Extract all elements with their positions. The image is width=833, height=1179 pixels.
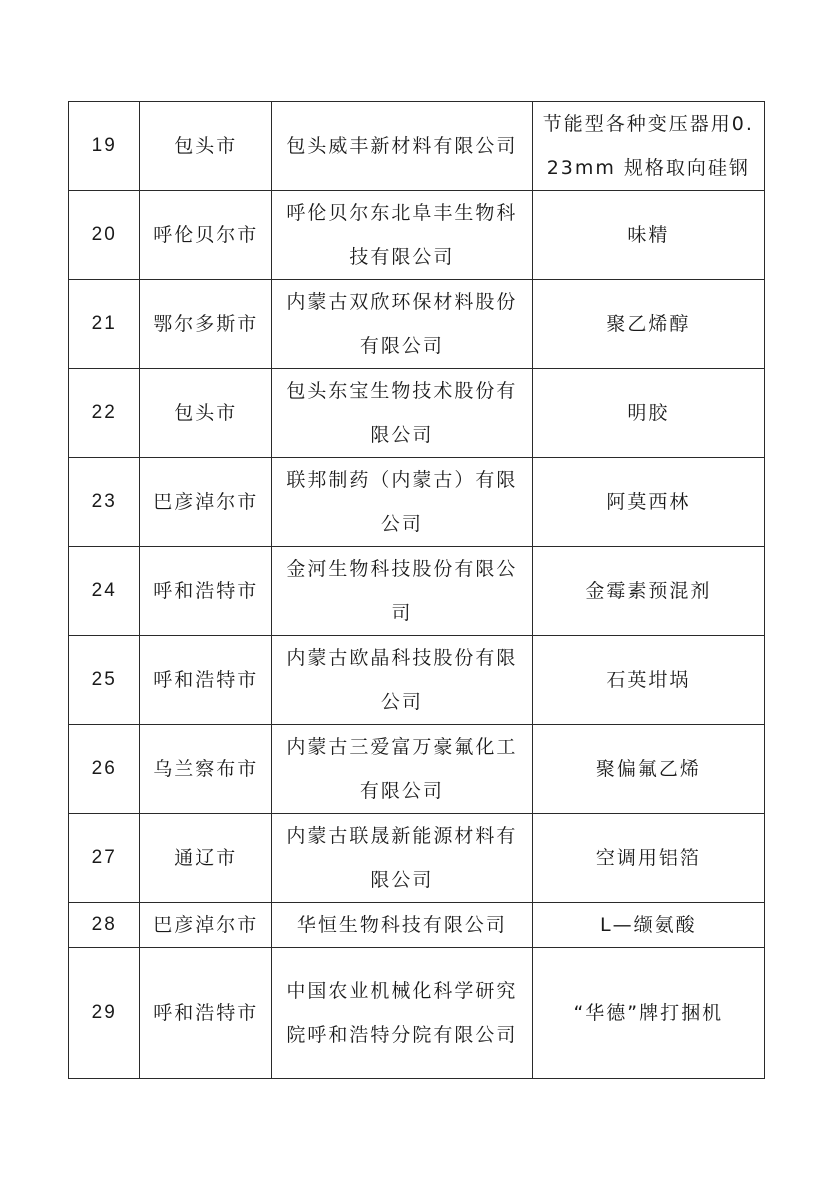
row-number: 23 <box>69 458 140 547</box>
row-number: 22 <box>69 369 140 458</box>
row-number: 24 <box>69 547 140 636</box>
table-row <box>69 458 765 547</box>
city-cell: 巴彦淖尔市 <box>140 903 272 948</box>
city-cell: 包头市 <box>140 369 272 458</box>
company-cell: 呼伦贝尔东北阜丰生物科技有限公司 <box>272 191 532 280</box>
product-cell: 金霉素预混剂 <box>532 547 764 636</box>
table-row <box>69 547 765 636</box>
city-cell: 呼和浩特市 <box>140 547 272 636</box>
city-cell: 包头市 <box>140 102 272 191</box>
company-cell: 包头威丰新材料有限公司 <box>272 102 532 191</box>
row-number: 20 <box>69 191 140 280</box>
company-cell: 内蒙古三爱富万豪氟化工有限公司 <box>272 725 532 814</box>
product-cell: 节能型各种变压器用0.23mm 规格取向硅钢 <box>532 102 764 191</box>
company-cell: 联邦制药（内蒙古）有限公司 <box>272 458 532 547</box>
row-number: 26 <box>69 725 140 814</box>
company-cell: 内蒙古欧晶科技股份有限公司 <box>272 636 532 725</box>
table-row <box>69 636 765 725</box>
product-cell: 石英坩埚 <box>532 636 764 725</box>
product-cell: 空调用铝箔 <box>532 814 764 903</box>
company-cell: 金河生物科技股份有限公司 <box>272 547 532 636</box>
row-number: 27 <box>69 814 140 903</box>
product-cell: 味精 <box>532 191 764 280</box>
table-row <box>69 191 765 280</box>
table-row <box>69 725 765 814</box>
city-cell: 巴彦淖尔市 <box>140 458 272 547</box>
city-cell: 呼和浩特市 <box>140 636 272 725</box>
city-cell: 乌兰察布市 <box>140 725 272 814</box>
product-cell: L—缬氨酸 <box>532 903 764 948</box>
product-cell: 聚乙烯醇 <box>532 280 764 369</box>
table-row <box>69 814 765 903</box>
row-number: 28 <box>69 903 140 948</box>
city-cell: 呼和浩特市 <box>140 948 272 1079</box>
table-row <box>69 102 765 191</box>
product-cell: 聚偏氟乙烯 <box>532 725 764 814</box>
enterprise-product-table <box>68 101 765 1079</box>
product-cell: “华德”牌打捆机 <box>532 948 764 1079</box>
company-cell: 内蒙古双欣环保材料股份有限公司 <box>272 280 532 369</box>
table-row <box>69 903 765 948</box>
company-cell: 包头东宝生物技术股份有限公司 <box>272 369 532 458</box>
row-number: 25 <box>69 636 140 725</box>
table-row <box>69 369 765 458</box>
product-cell: 明胶 <box>532 369 764 458</box>
city-cell: 呼伦贝尔市 <box>140 191 272 280</box>
company-cell: 内蒙古联晟新能源材料有限公司 <box>272 814 532 903</box>
row-number: 29 <box>69 948 140 1079</box>
city-cell: 通辽市 <box>140 814 272 903</box>
row-number: 21 <box>69 280 140 369</box>
product-cell: 阿莫西林 <box>532 458 764 547</box>
city-cell: 鄂尔多斯市 <box>140 280 272 369</box>
company-cell: 华恒生物科技有限公司 <box>272 903 532 948</box>
table-row <box>69 948 765 1079</box>
company-cell: 中国农业机械化科学研究院呼和浩特分院有限公司 <box>272 948 532 1079</box>
row-number: 19 <box>69 102 140 191</box>
table-row <box>69 280 765 369</box>
